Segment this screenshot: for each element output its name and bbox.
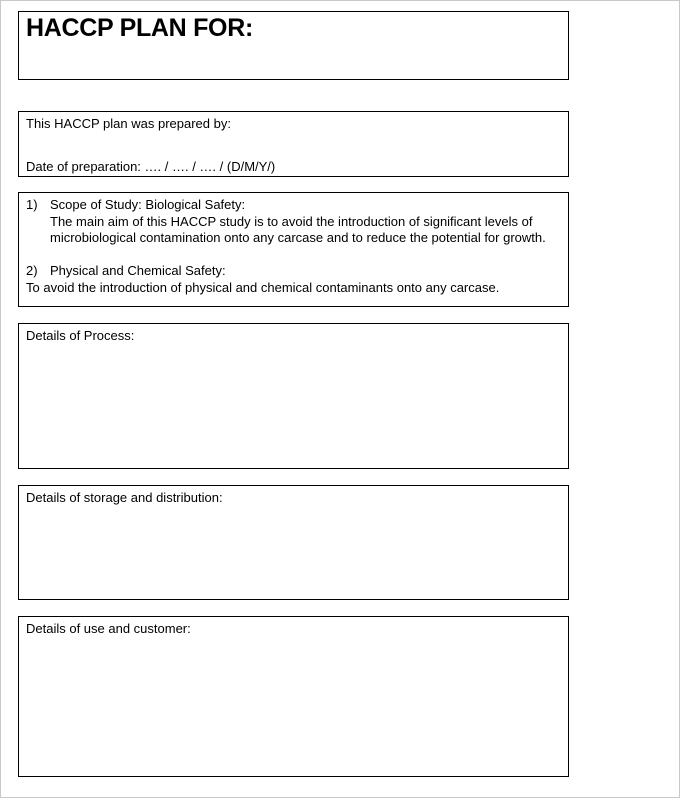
storage-distribution-label: Details of storage and distribution: bbox=[26, 490, 223, 505]
scope-item-heading: Scope of Study: Biological Safety: bbox=[50, 197, 246, 212]
scope-item-body: The main aim of this HACCP study is to avoid the introduction of significant levels of microbiological contamination onto any carcase and to reduce the potential for growth. bbox=[50, 213, 546, 245]
scope-item-heading: Physical and Chemical Safety: bbox=[50, 263, 226, 278]
plan-title: HACCP PLAN FOR: bbox=[26, 14, 253, 42]
use-customer-box[interactable] bbox=[18, 616, 569, 777]
plan-title-box bbox=[18, 11, 569, 80]
scope-item-physical-chemical bbox=[26, 263, 561, 280]
process-details-label: Details of Process: bbox=[26, 328, 135, 343]
process-details-box[interactable] bbox=[18, 323, 569, 469]
scope-item-body: To avoid the introduction of physical and chemical contaminants onto any carcase. bbox=[26, 279, 500, 295]
storage-distribution-box[interactable] bbox=[18, 485, 569, 600]
date-of-preparation-label: Date of preparation: …. / …. / …. / (D/M/Y/) bbox=[26, 159, 276, 174]
preparation-box bbox=[18, 111, 569, 177]
scope-item-number: 1) bbox=[26, 197, 38, 212]
scope-item-number: 2) bbox=[26, 263, 38, 278]
scope-box bbox=[18, 192, 569, 307]
use-customer-label: Details of use and customer: bbox=[26, 621, 191, 636]
prepared-by-label: This HACCP plan was prepared by: bbox=[26, 116, 231, 131]
spacer bbox=[26, 247, 561, 264]
scope-item-biological bbox=[26, 197, 561, 214]
